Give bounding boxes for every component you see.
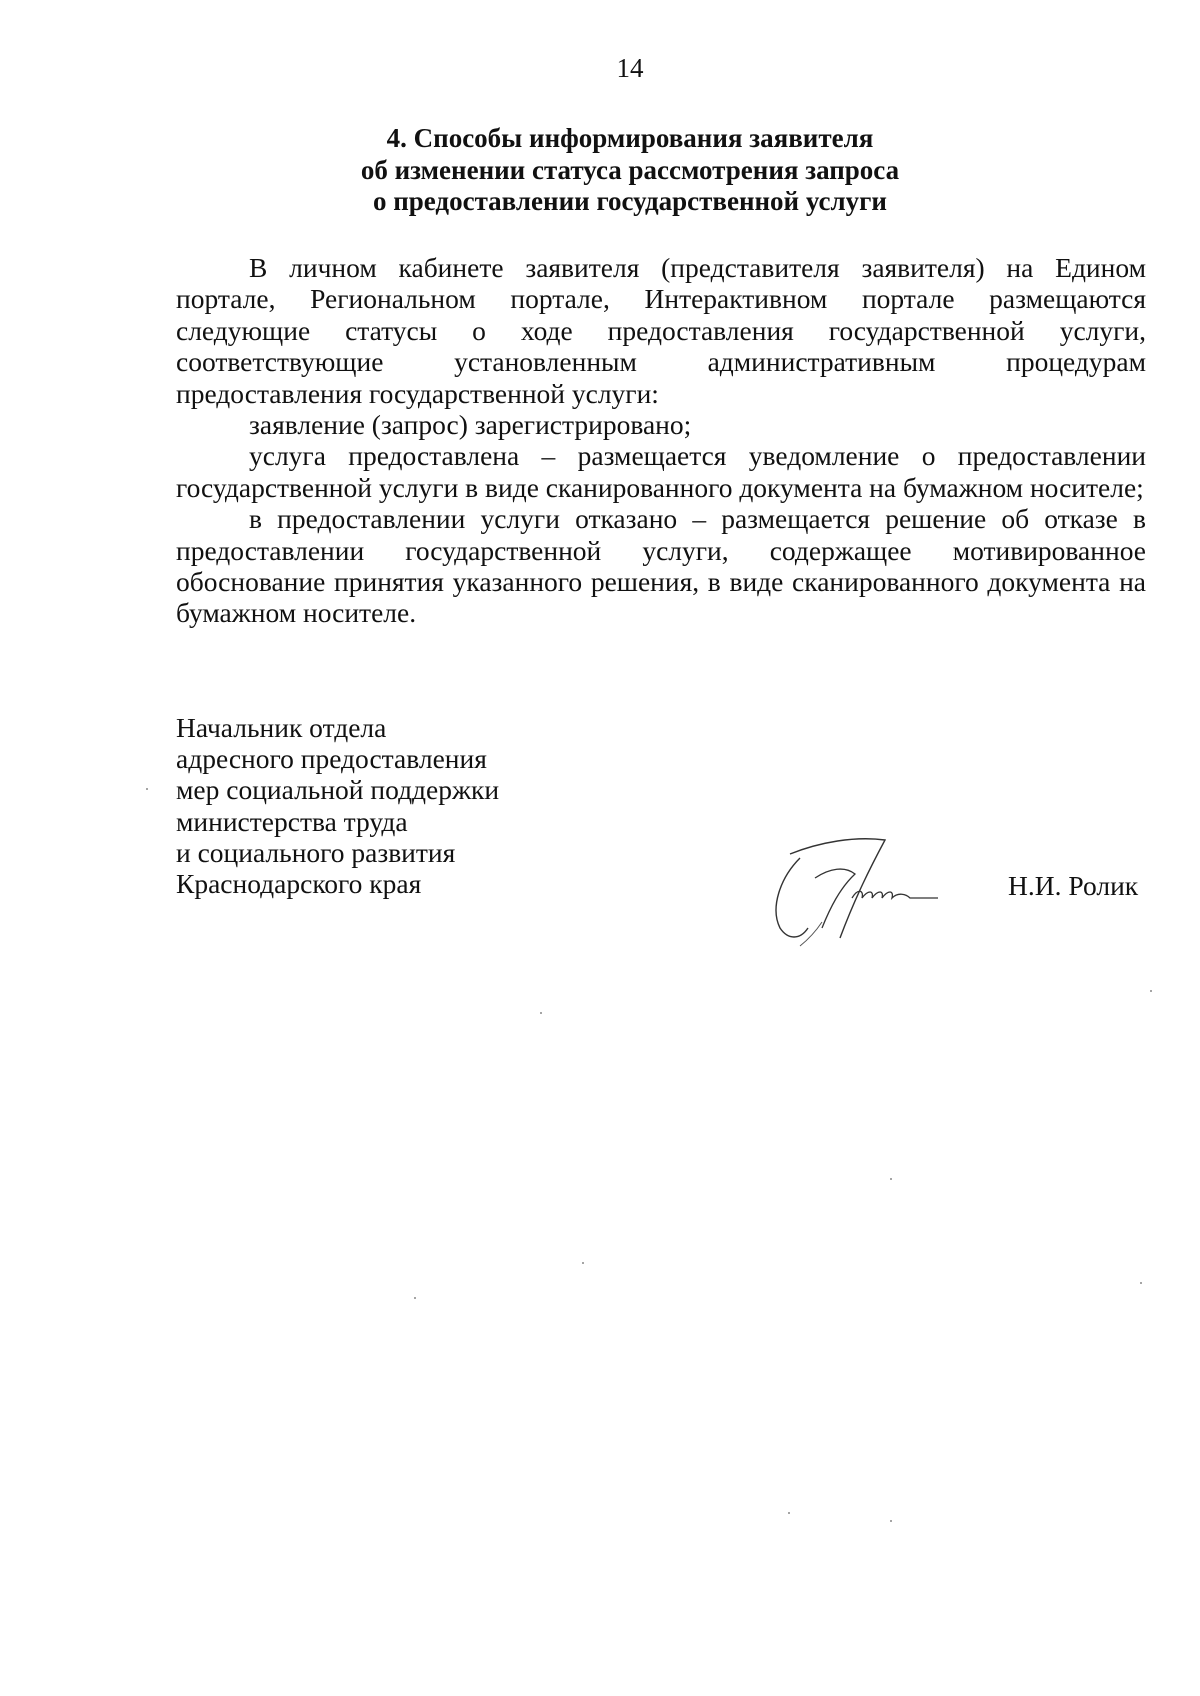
heading-line-1: 4. Способы информирования заявителя	[386, 123, 874, 153]
body-text	[176, 252, 1146, 629]
heading-line-3: о предоставлении государственной услуги	[372, 186, 887, 216]
page-number: 14	[616, 53, 644, 83]
position-line-5: и социального развития	[176, 836, 456, 868]
status-item-provided: услуга предоставлена – размещается уведомление о предоставлении государственной услуги в виде сканированного документа на бумажном носителе;	[176, 440, 1146, 503]
scan-speck	[1140, 1282, 1142, 1284]
scan-speck	[146, 788, 148, 790]
position-line-3: мер социальной поддержки	[176, 774, 500, 806]
section-heading	[0, 123, 1200, 218]
paragraph-intro: В личном кабинете заявителя (представителя заявителя) на Едином портале, Региональном портале, Интерактивном портале размещаются следующие статусы о ходе предоставления государственной услуги, соответствующие установленным административным процедурам предоставления государственной услуги:	[176, 252, 1146, 409]
position-line-2: адресного предоставления	[176, 743, 487, 775]
scan-speck	[890, 1520, 892, 1522]
position-line-1: Начальник отдела	[176, 712, 387, 743]
status-item-refused: в предоставлении услуги отказано – размещается решение об отказе в предоставлении государственной услуги, содержащее мотивированное обоснование принятия указанного решения, в виде сканированного документа на бумажном носителе.	[176, 503, 1146, 629]
heading-line-2: об изменении статуса рассмотрения запроса	[360, 154, 900, 185]
scan-speck	[414, 1297, 416, 1299]
signer-name: Н.И. Ролик	[1008, 870, 1139, 901]
scan-speck	[582, 1262, 584, 1264]
scan-speck	[1150, 990, 1152, 992]
status-item-registered: заявление (запрос) зарегистрировано;	[249, 409, 692, 441]
scan-speck	[890, 1178, 892, 1180]
scan-speck	[540, 1012, 542, 1014]
position-line-4: министерства труда	[176, 805, 408, 837]
scan-speck	[788, 1512, 790, 1514]
signature-position	[176, 712, 499, 899]
position-line-6: Краснодарского края	[176, 868, 422, 900]
handwritten-signature	[760, 828, 960, 948]
